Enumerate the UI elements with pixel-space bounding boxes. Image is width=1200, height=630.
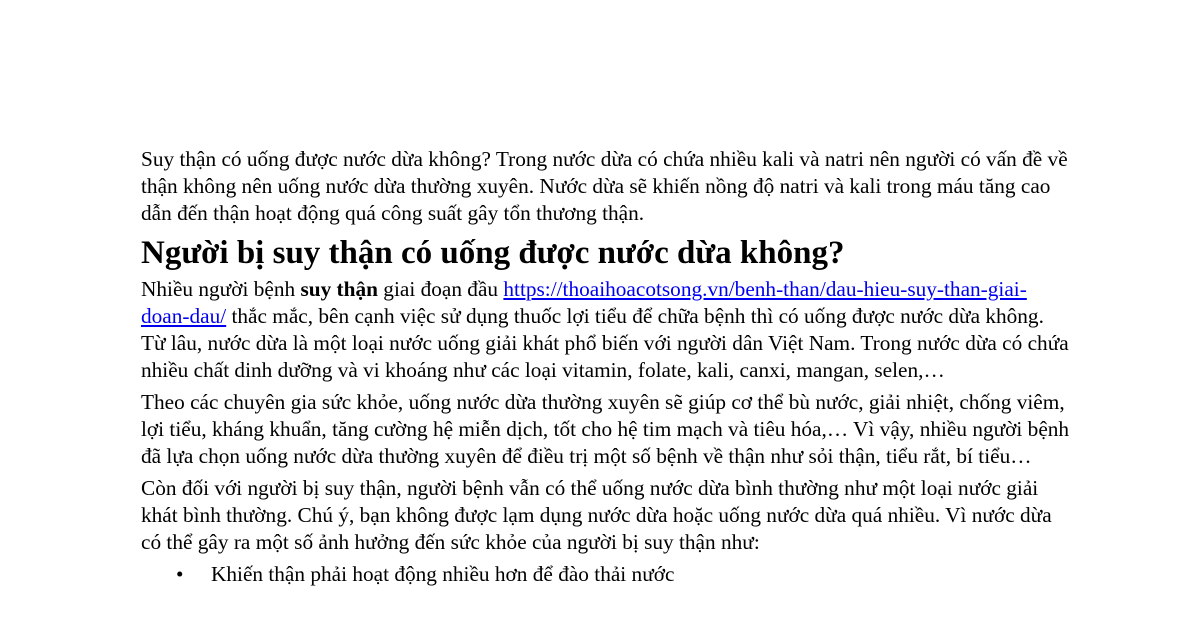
section-heading: Người bị suy thận có uống được nước dừa không?: [141, 235, 845, 271]
list-item-text: Khiến thận phải hoạt động nhiều hơn để đào thải nước: [211, 562, 675, 586]
paragraph-3: Còn đối với người bị suy thận, người bệnh vẫn có thể uống nước dừa bình thường như một loại nước giải khát bình thường. Chú ý, bạn không được lạm dụng nước dừa hoặc uống nước dừa quá nhiều. Vì nước dừa có thể gây ra một số ảnh hưởng đến sức khỏe của người bị suy thận như:: [141, 476, 1052, 554]
bullet-list: [141, 561, 1071, 588]
paragraph-1-lead: Nhiều người bệnh: [141, 277, 301, 301]
intro-paragraph: Suy thận có uống được nước dừa không? Trong nước dừa có chứa nhiều kali và natri nên người có vấn đề về thận không nên uống nước dừa thường xuyên. Nước dừa sẽ khiến nồng độ natri và kali trong máu tăng cao dẫn đến thận hoạt động quá công suất gây tổn thương thận.: [141, 147, 1068, 225]
document-page: [141, 146, 1071, 588]
list-item: [141, 561, 1071, 588]
paragraph-1: [141, 276, 1071, 384]
paragraph-1-rest: thắc mắc, bên cạnh việc sử dụng thuốc lợi tiểu để chữa bệnh thì có uống được nước dừa không. Từ lâu, nước dừa là một loại nước uống giải khát phổ biến với người dân Việt Nam. Trong nước dừa có chứa nhiều chất dinh dưỡng và vi khoáng như các loại vitamin, folate, kali, canxi, mangan, selen,…: [141, 304, 1069, 382]
article-link[interactable]: https://thoaihoacotsong.vn/benh-than/dau-hieu-suy-than-giai-doan-dau/: [141, 277, 1027, 328]
bold-keyword: suy thận: [300, 277, 378, 301]
bullet-icon: •: [176, 562, 184, 586]
paragraph-2: Theo các chuyên gia sức khỏe, uống nước dừa thường xuyên sẽ giúp cơ thể bù nước, giải nhiệt, chống viêm, lợi tiểu, kháng khuẩn, tăng cường hệ miễn dịch, tốt cho hệ tim mạch và tiêu hóa,… Vì vậy, nhiều người bệnh đã lựa chọn uống nước dừa thường xuyên để điều trị một số bệnh về thận như sỏi thận, tiểu rắt, bí tiểu…: [141, 390, 1070, 468]
paragraph-1-middle: giai đoạn đầu: [377, 277, 504, 301]
